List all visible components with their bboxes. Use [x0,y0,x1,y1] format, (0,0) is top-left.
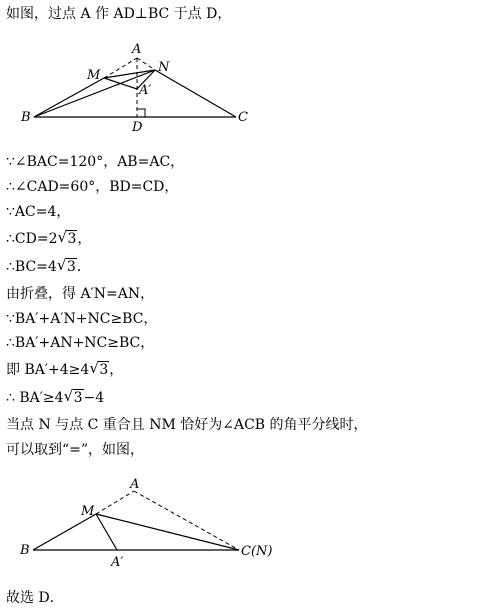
fig1-segment-MN [104,70,155,78]
solution-line-9 [6,334,154,352]
solution-line-6 [6,258,91,276]
fig2-label-A-prime: A′ [111,555,124,570]
solution-line-conclusion [6,589,64,607]
text-line-3: ∴∠CAD=60°，BD=CD， [6,179,179,195]
text-line-13: 可以取到“=”，如图， [6,442,145,458]
sqrt-arg: 3 [99,362,109,378]
text-line-10-post: ， [109,362,124,378]
text-line-12: 当点 N 与点 C 重合且 NM 恰好为∠ACB 的角平分线时， [6,417,368,433]
sqrt-arg: 3 [73,390,83,406]
fig1-label-A: A [132,42,142,57]
fig1-label-B: B [21,110,31,125]
solution-line-4 [6,203,70,221]
solution-line-12 [6,416,368,434]
solution-line-8 [6,310,157,328]
fig1-label-D: D [132,120,143,135]
fig1-label-A-prime: A′ [139,83,152,98]
sqrt-symbol: √ 3 [56,256,76,275]
sqrt-arg: 3 [67,231,77,247]
sqrt-symbol: √ 3 [63,387,83,406]
fig2-segment-BM [33,514,96,550]
fig1-label-M: M [87,68,101,83]
fig2-label-M: M [81,504,95,519]
fig1-label-C: C [238,110,248,125]
text-line-4: ∵AC=4， [6,204,71,220]
solution-line-13 [6,441,144,459]
text-line-9: ∴BA′+AN+NC≥BC， [6,335,155,351]
solution-line-10 [6,361,123,379]
sqrt-arg: 3 [66,259,76,275]
text-line-10-pre: 即 BA′+4≥4 [6,362,90,378]
text-line-7: 由折叠，得 A′N=AN， [6,286,155,302]
fig2-dashed-MA [96,491,134,514]
figure-2 [0,476,300,572]
fig2-segment-MA1 [96,514,117,550]
text-line-2: ∵∠BAC=120°，AB=AC， [6,154,185,170]
solution-line-5 [6,230,91,248]
text-conclusion: 故选 D． [6,590,64,606]
text-line-6-pre: ∴BC=4 [6,259,57,275]
text-line-5-pre: ∴CD=2 [6,231,58,247]
sqrt-symbol: √ 3 [89,359,109,378]
fig2-label-C-N: C(N) [241,544,273,559]
sqrt-symbol: √ 3 [57,228,77,247]
fig1-label-N: N [158,60,170,75]
fig2-dashed-AC [134,491,239,550]
fig1-right-angle-mark [137,109,145,117]
fig2-label-A: A [130,477,140,492]
text-line-5-post: ， [77,231,92,247]
fig2-segment-MC [96,514,239,550]
solution-line-7 [6,285,154,303]
solution-line-2 [6,153,184,171]
solution-line-3 [6,178,178,196]
fig1-segment-NC [155,70,236,117]
fig1-segment-BA-lower [34,78,104,117]
solution-line-intro [6,5,231,23]
fig2-label-B: B [20,543,30,558]
text-line-11-post: −4 [83,390,105,406]
fig1-dashed-AN [137,58,155,70]
solution-line-11 [6,389,104,407]
text-line-8: ∵BA′+A′N+NC≥BC， [6,311,158,327]
text-line-11-pre: ∴ BA′≥4 [6,390,64,406]
text-intro: 如图，过点 A 作 AD⊥BC 于点 D， [6,6,232,22]
text-line-6-post: ． [76,259,91,275]
figure-1 [0,36,260,136]
